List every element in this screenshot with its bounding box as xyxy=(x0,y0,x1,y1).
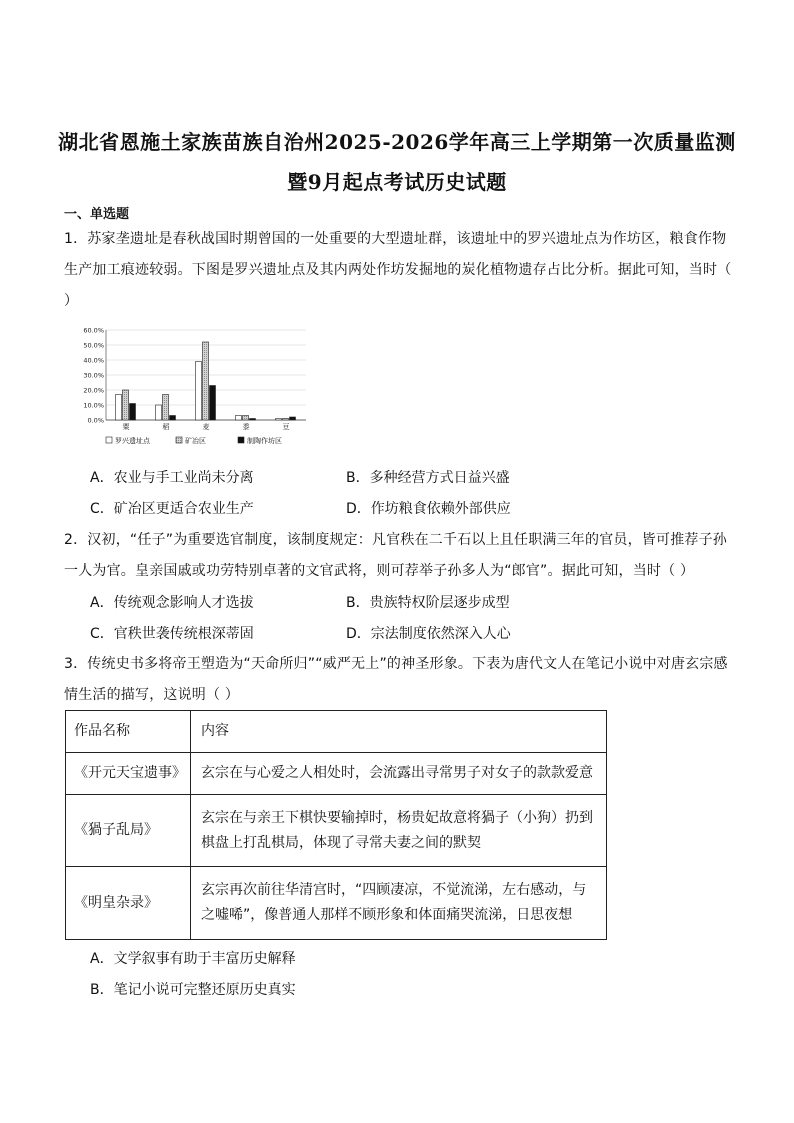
bar-粟-0 xyxy=(116,395,122,421)
q1-option-a[interactable]: A．农业与手工业尚未分离 xyxy=(90,470,254,486)
legend-label: 制陶作坊区 xyxy=(247,437,282,445)
bar-粟-2 xyxy=(130,404,136,421)
question-3-stem: 3．传统史书多将帝王塑造为“天命所归”“威严无上”的神圣形象。下表为唐代文人在笔记小说中对唐玄宗感情生活的描写，这说明（ ） xyxy=(64,656,728,703)
table-header-row xyxy=(66,711,607,753)
y-tick-label: 20.0% xyxy=(83,386,104,395)
bar-稻-2 xyxy=(170,416,176,421)
table-cell: 《猧子乱局》 xyxy=(66,795,191,867)
y-tick-label: 60.0% xyxy=(83,326,104,335)
x-tick-label: 豆 xyxy=(282,423,290,431)
bar-麦-2 xyxy=(210,386,216,421)
bar-豆-0 xyxy=(276,419,282,421)
table-cell: 《明皇杂录》 xyxy=(66,867,191,940)
y-tick-label: 50.0% xyxy=(83,341,104,350)
y-tick-label: 30.0% xyxy=(83,371,104,380)
exam-title-line2: 暨9月起点考试历史试题 xyxy=(287,170,507,194)
q1-option-d[interactable]: D．作坊粮食依赖外部供应 xyxy=(346,501,511,517)
table-row xyxy=(66,795,607,867)
legend-label: 罗兴遗址点 xyxy=(115,437,150,445)
bar-粟-1 xyxy=(123,390,129,420)
q1-option-c[interactable]: C．矿冶区更适合农业生产 xyxy=(90,501,254,517)
legend-swatch xyxy=(238,437,244,443)
bar-麦-1 xyxy=(203,342,209,420)
question-1-stem: 1．苏家垄遗址是春秋战国时期曾国的一处重要的大型遗址群，该遗址中的罗兴遗址点为作坊区，粮食作物生产加工痕迹较弱。下图是罗兴遗址点及其内两处作坊发掘地的炭化植物遗存占比分析。据此可知，当时（ ） xyxy=(64,231,732,309)
question-1-chart xyxy=(76,322,310,452)
bar-黍-2 xyxy=(250,419,256,421)
y-tick-label: 10.0% xyxy=(83,401,104,410)
bar-chart-svg xyxy=(76,322,310,452)
q3-option-b[interactable]: B．笔记小说可完整还原历史真实 xyxy=(90,982,296,998)
q2-option-a[interactable]: A．传统观念影响人才选拔 xyxy=(90,595,254,611)
q2-option-d[interactable]: D．宗法制度依然深入人心 xyxy=(346,626,511,642)
legend-swatch xyxy=(106,437,112,443)
table-cell: 玄宗再次前往华清宫时，“四顾凄凉，不觉流涕，左右感动，与之嘘唏”，像普通人那样不顾形象和体面痛哭流涕，日思夜想 xyxy=(191,867,607,940)
table-header-cell: 内容 xyxy=(191,711,607,753)
y-tick-label: 40.0% xyxy=(83,356,104,365)
x-tick-label: 粟 xyxy=(122,423,130,431)
legend-swatch xyxy=(176,437,182,443)
bar-黍-0 xyxy=(236,416,242,421)
y-tick-label: 0.0% xyxy=(87,416,104,425)
exam-title-line1: 湖北省恩施土家族苗族自治州2025-2026学年高三上学期第一次质量监测 xyxy=(58,130,736,154)
question-2-stem: 2．汉初，“任子”为重要选官制度，该制度规定：凡官秩在二千石以上且任职满三年的官员，皆可推荐子孙一人为官。皇亲国戚或功劳特别卓著的文官武将，则可荐举子孙多人为“郎官”。据此可知，当时（ ） xyxy=(64,532,728,579)
q2-option-c[interactable]: C．官秩世袭传统根深蒂固 xyxy=(90,626,254,642)
bar-稻-0 xyxy=(156,405,162,420)
bar-豆-2 xyxy=(290,417,296,420)
table-cell: 玄宗在与亲王下棋快要输掉时，杨贵妃故意将猧子（小狗）扔到棋盘上打乱棋局，体现了寻常夫妻之间的默契 xyxy=(191,795,607,867)
q2-option-b[interactable]: B．贵族特权阶层逐步成型 xyxy=(346,595,510,611)
bar-豆-1 xyxy=(283,419,289,421)
bar-黍-1 xyxy=(243,416,249,421)
table-cell: 玄宗在与心爱之人相处时，会流露出寻常男子对女子的款款爱意 xyxy=(191,753,607,795)
x-tick-label: 稻 xyxy=(162,423,170,431)
bar-稻-1 xyxy=(163,395,169,421)
x-tick-label: 麦 xyxy=(202,423,210,431)
table-cell: 《开元天宝遗事》 xyxy=(66,753,191,795)
table-header-cell: 作品名称 xyxy=(66,711,191,753)
q1-option-b[interactable]: B．多种经营方式日益兴盛 xyxy=(346,470,510,486)
question-3-table xyxy=(65,710,607,940)
bar-麦-0 xyxy=(196,362,202,421)
x-tick-label: 黍 xyxy=(242,423,250,431)
table-row xyxy=(66,753,607,795)
table-row xyxy=(66,867,607,940)
legend-label: 矿冶区 xyxy=(185,437,206,445)
section-title: 一、单选题 xyxy=(64,207,130,222)
q3-option-a[interactable]: A．文学叙事有助于丰富历史解释 xyxy=(90,951,296,967)
